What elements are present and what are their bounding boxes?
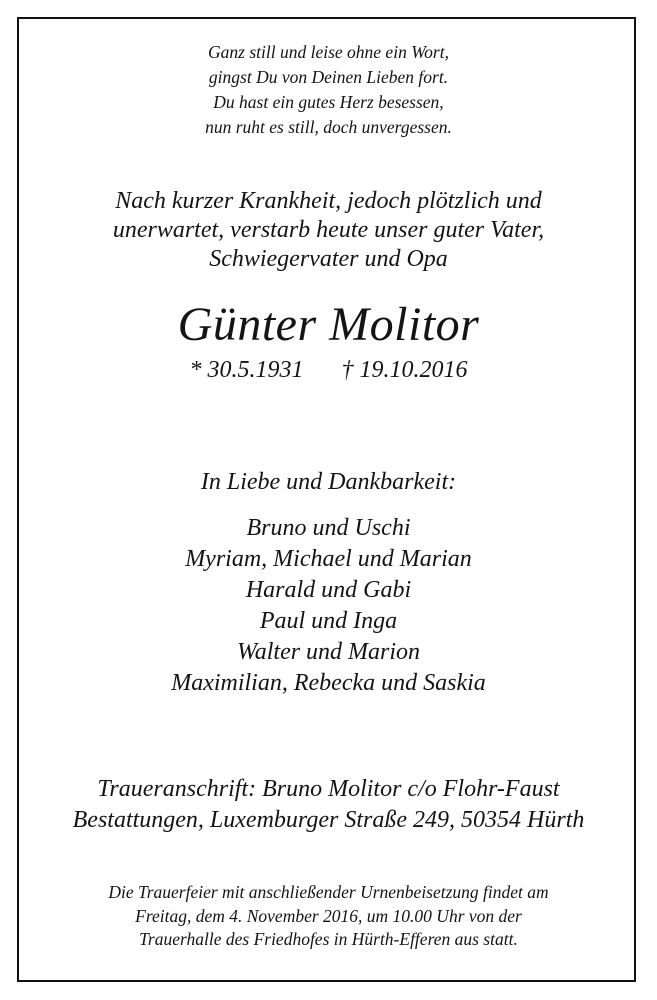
deceased-name: Günter Molitor bbox=[177, 298, 480, 351]
obituary-border bbox=[17, 17, 636, 982]
mourner-entry: Bruno und Uschi bbox=[246, 515, 411, 541]
poem-line: Du hast ein gutes Herz besessen, bbox=[213, 92, 444, 112]
address-line: Bestattungen, Luxemburger Straße 249, 50354 Hürth bbox=[72, 807, 585, 833]
thanks-heading: In Liebe und Dankbarkeit: bbox=[200, 469, 457, 495]
mourner-entry: Myriam, Michael und Marian bbox=[185, 546, 472, 572]
mourner-entry: Walter und Marion bbox=[236, 639, 421, 665]
announcement-line: Nach kurzer Krankheit, jedoch plötzlich und bbox=[115, 188, 542, 214]
mourner-entry: Maximilian, Rebecka und Saskia bbox=[171, 670, 486, 696]
ceremony-line: Trauerhalle des Friedhofes in Hürth-Efferen aus statt. bbox=[139, 929, 518, 949]
mourning-address bbox=[0, 774, 657, 836]
poem-line: nun ruht es still, doch unvergessen. bbox=[205, 117, 452, 137]
birth-date: * 30.5.1931 bbox=[189, 357, 304, 383]
poem bbox=[0, 40, 657, 140]
announcement-line: Schwiegervater und Opa bbox=[209, 246, 448, 272]
mourner-entry: Harald und Gabi bbox=[245, 577, 412, 603]
ceremony-line: Freitag, dem 4. November 2016, um 10.00 Uhr von der bbox=[135, 905, 522, 926]
death-date: † 19.10.2016 bbox=[341, 357, 468, 383]
announcement-line: unerwartet, verstarb heute unser guter Vater, bbox=[112, 217, 545, 243]
ceremony-notice bbox=[0, 881, 657, 952]
ceremony-line: Die Trauerfeier mit anschließender Urnenbeisetzung findet am bbox=[108, 882, 549, 902]
mourner-entry: Paul und Inga bbox=[259, 608, 398, 634]
mourners-list bbox=[0, 513, 657, 699]
life-dates bbox=[0, 355, 657, 385]
poem-line: gingst Du von Deinen Lieben fort. bbox=[208, 67, 449, 87]
poem-line: Ganz still und leise ohne ein Wort, bbox=[208, 42, 449, 62]
address-line: Traueranschrift: Bruno Molitor c/o Flohr-Faust bbox=[97, 776, 560, 802]
death-announcement bbox=[0, 187, 657, 274]
